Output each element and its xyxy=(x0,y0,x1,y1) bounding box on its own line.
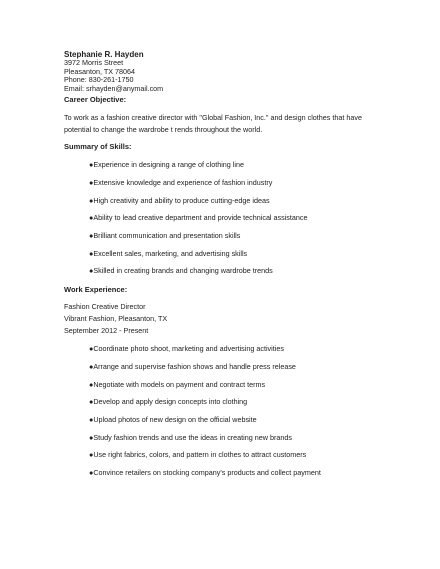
duty-item: ●Study fashion trends and use the ideas in creating new brands xyxy=(89,433,292,442)
career-objective-heading: Career Objective: xyxy=(64,95,127,104)
skill-item: ●Brilliant communication and presentation skills xyxy=(89,231,241,240)
skill-item: ●Experience in designing a range of clothing line xyxy=(89,160,244,169)
objective-line: potential to change the wardrobe t rends throughout the world. xyxy=(64,125,263,134)
job-details xyxy=(64,301,167,337)
skill-item: ●High creativity and ability to produce cutting-edge ideas xyxy=(89,196,270,205)
duty-item: ●Use right fabrics, colors, and pattern in clothes to attract customers xyxy=(89,450,307,459)
email-address: Email: srhayden@anymail.com xyxy=(64,83,164,93)
job-title: Fashion Creative Director xyxy=(64,302,146,311)
job-dates: September 2012 - Present xyxy=(64,326,149,335)
duty-item: ●Develop and apply design concepts into clothing xyxy=(89,397,248,406)
duty-item: ●Negotiate with models on payment and contract terms xyxy=(89,380,266,389)
duty-item: ●Upload photos of new design on the official website xyxy=(89,415,257,424)
address-street: 3972 Morris Street xyxy=(64,58,124,67)
skill-item: ●Ability to lead creative department and provide technical assistance xyxy=(89,213,308,222)
duty-item: ●Convince retailers on stocking company's products and collect payment xyxy=(89,468,321,477)
address-city: Pleasanton, TX 78064 xyxy=(64,66,135,76)
work-experience-heading: Work Experience: xyxy=(64,285,128,294)
skill-item: ●Skilled in creating brands and changing wardrobe trends xyxy=(89,266,273,275)
contact-block xyxy=(64,59,163,93)
duty-item: ●Arrange and supervise fashion shows and handle press release xyxy=(89,362,296,371)
skill-item: ●Extensive knowledge and experience of fashion industry xyxy=(89,178,273,187)
applicant-name: Stephanie R. Hayden xyxy=(64,50,144,59)
career-objective-text xyxy=(64,112,364,136)
job-company: Vibrant Fashion, Pleasanton, TX xyxy=(64,314,168,323)
skill-item: ●Excellent sales, marketing, and advertising skills xyxy=(89,249,248,258)
skills-heading: Summary of Skills: xyxy=(64,142,132,151)
objective-line: To work as a fashion creative director with "Global Fashion, Inc." and design clothes that have xyxy=(64,113,362,122)
phone-number: Phone: 830-261-1750 xyxy=(64,75,134,85)
duty-item: ●Coordinate photo shoot, marketing and advertising activities xyxy=(89,344,284,353)
